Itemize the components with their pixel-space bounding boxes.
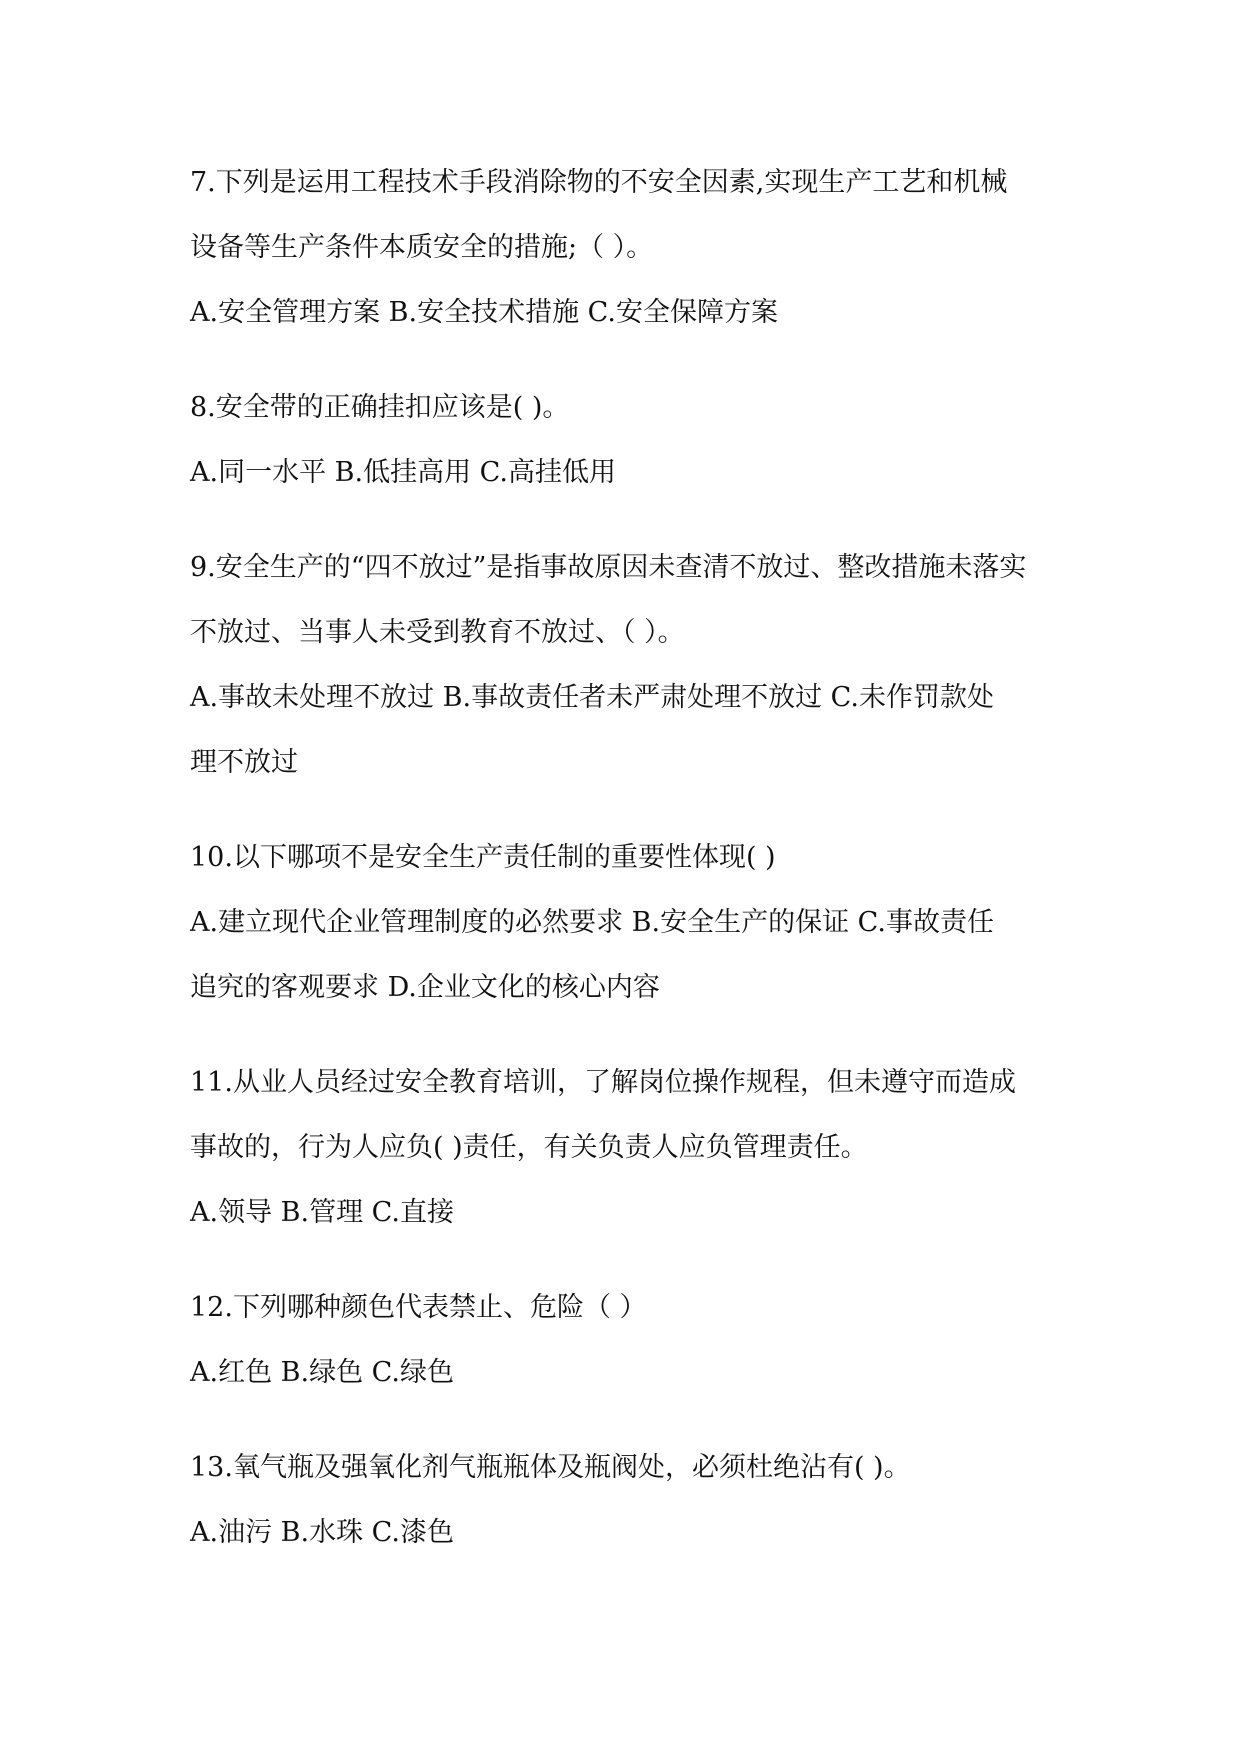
answer-options: 追究的客观要求 D.企业文化的核心内容 [190,972,660,1003]
question-text-line: 9.安全生产的“四不放过”是指事故原因未查清不放过、整改措施未落实 [190,552,1027,583]
question-text-line: 设备等生产条件本质安全的措施;（ ）。 [190,232,654,263]
question-text-line: 事故的，行为人应负( )责任，有关负责人应负管理责任。 [190,1132,868,1163]
question-text-line: 12.下列哪种颜色代表禁止、危险（ ） [190,1292,647,1323]
question-7 [190,150,1070,345]
answer-options: A.领导 B.管理 C.直接 [190,1197,454,1228]
question-text-line: 7.下列是运用工程技术手段消除物的不安全因素,实现生产工艺和机械 [190,167,1008,198]
question-text-line: 10.以下哪项不是安全生产责任制的重要性体现( ) [190,842,776,873]
question-8 [190,375,1070,505]
answer-options: A.油污 B.水珠 C.漆色 [190,1517,454,1548]
question-text-line: 8.安全带的正确挂扣应该是( )。 [190,392,570,423]
question-10 [190,825,1070,1020]
question-11 [190,1050,1070,1245]
question-list [190,150,1070,1595]
answer-options: A.事故未处理不放过 B.事故责任者未严肃处理不放过 C.未作罚款处 [190,682,994,713]
answer-options: A.安全管理方案 B.安全技术措施 C.安全保障方案 [190,297,778,328]
answer-options: A.建立现代企业管理制度的必然要求 B.安全生产的保证 C.事故责任 [190,907,994,938]
question-9 [190,535,1070,795]
question-text-line: 不放过、当事人未受到教育不放过、（ ）。 [190,617,685,648]
question-13 [190,1435,1070,1565]
question-text-line: 13.氧气瓶及强氧化剂气瓶瓶体及瓶阀处，必须杜绝沾有( )。 [190,1452,911,1483]
question-12 [190,1275,1070,1405]
question-text-line: 11.从业人员经过安全教育培训，了解岗位操作规程，但未遵守而造成 [190,1067,1016,1098]
answer-options: A.同一水平 B.低挂高用 C.高挂低用 [190,457,616,488]
answer-options: 理不放过 [190,747,298,778]
answer-options: A.红色 B.绿色 C.绿色 [190,1357,454,1388]
